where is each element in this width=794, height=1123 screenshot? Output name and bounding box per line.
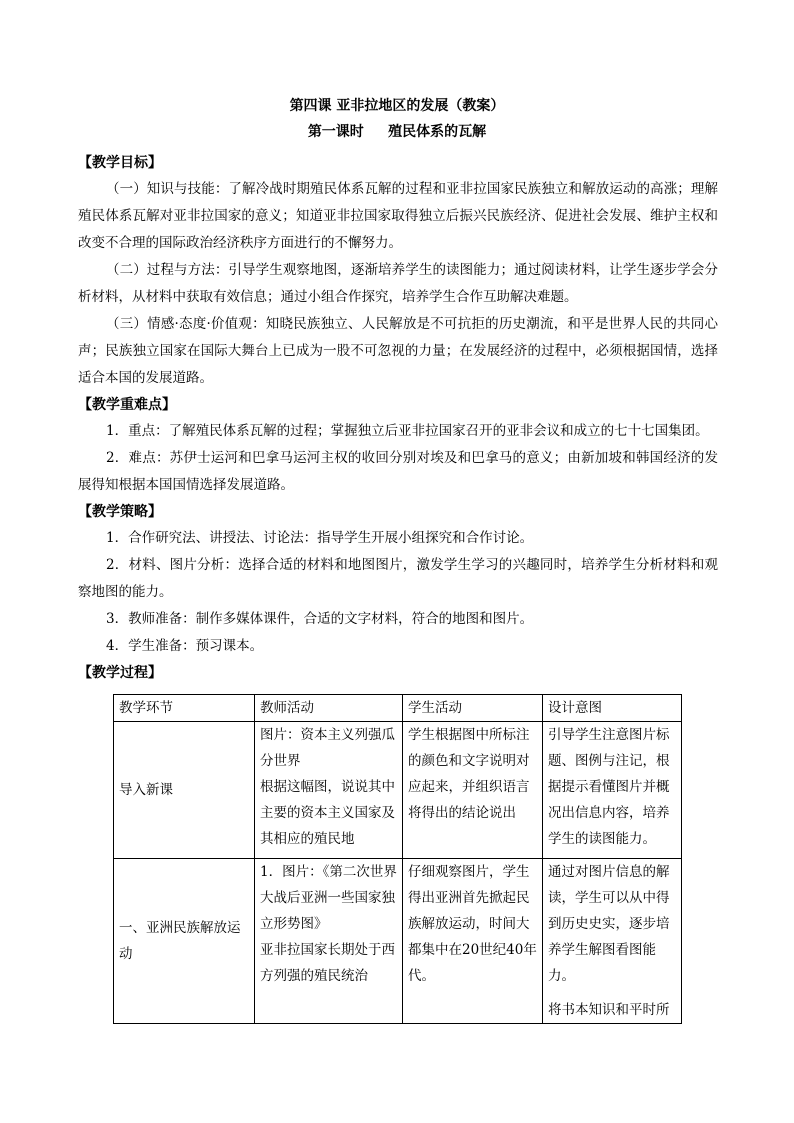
cell-text: 仔细观察图片，学生得出亚洲首先掀起民族解放运动，时间大都集中在20世纪40年代。: [408, 864, 537, 984]
goal-paragraph-3: （三）情感·态度·价值观：知晓民族独立、人民解放是不可抗拒的历史潮流，和平是世界人民的共同心声；民族独立国家在国际大舞台上已成为一股不可忽视的力量；在发展经济的过程中，必须根据国情，选择适合本国的发展道路。: [78, 316, 718, 386]
student-activity-cell: [403, 859, 543, 1024]
cell-text: 学生根据图中所标注的颜色和文字说明对应起来，并组织语言将得出的结论说出: [408, 727, 530, 821]
strategy-paragraph-4: 4．学生准备：预习课本。: [106, 638, 264, 654]
section-heading-goals: 【教学目标】: [78, 155, 162, 171]
section-heading-strategy: 【教学策略】: [78, 504, 162, 520]
key-point-paragraph-1: 1．重点：了解殖民体系瓦解的过程；掌握独立后亚非拉国家召开的亚非会议和成立的七十七国集团。: [106, 423, 709, 439]
strategy-paragraph-2: 2．材料、图片分析：选择合适的材料和地图图片，激发学生学习的兴趣同时，培养学生分析材料和观察地图的能力。: [78, 557, 718, 600]
page-title: 第四课 亚非拉地区的发展（教案）: [289, 98, 505, 114]
cell-text: 亚非拉国家长期处于西方列强的殖民统治: [260, 942, 395, 984]
goal-paragraph-1: （一）知识与技能：了解冷战时期殖民体系瓦解的过程和亚非拉国家民族独立和解放运动的高涨；理解殖民体系瓦解对亚非拉国家的意义；知道亚非拉国家取得独立后振兴民族经济、促进社会发展、维护主权和改变不合理的国际政治经济秩序方面进行的不懈努力。: [78, 181, 718, 251]
cell-text: 图片：资本主义列强瓜分世界: [260, 727, 395, 769]
table-header-cell: 学生活动: [403, 695, 543, 722]
teacher-activity-cell: [255, 722, 403, 859]
cell-text: 引导学生注意图片标题、图例与注记，根据提示看懂图片并概况出信息内容，培养学生的读图能力。: [548, 727, 670, 847]
table-row: [114, 722, 682, 859]
table-header-row: [114, 695, 682, 722]
lesson-process-table: [113, 694, 682, 1024]
design-intent-cell: [543, 859, 682, 1024]
cell-text: 将书本知识和平时所: [548, 1002, 670, 1018]
cell-text: 根据这幅图，说说其中主要的资本主义国家及其相应的殖民地: [260, 779, 395, 847]
cell-text: 1．图片：《第二次世界大战后亚洲一些国家独立形势图》: [260, 864, 397, 932]
key-point-paragraph-2: 2．难点：苏伊士运河和巴拿马运河主权的收回分别对埃及和巴拿马的意义；由新加坡和韩国经济的发展得知根据本国国情选择发展道路。: [78, 450, 718, 493]
table-row: [114, 859, 682, 1024]
cell-text: 通过对图片信息的解读，学生可以从中得到历史史实，逐步培养学生解图看图能力。: [548, 864, 670, 984]
strategy-paragraph-3: 3．教师准备：制作多媒体课件，合适的文字材料，符合的地图和图片。: [106, 611, 534, 627]
section-heading-process: 【教学过程】: [78, 665, 162, 681]
student-activity-cell: [403, 722, 543, 859]
goal-paragraph-2: （二）过程与方法：引导学生观察地图，逐渐培养学生的读图能力；通过阅读材料，让学生逐步学会分析材料，从材料中获取有效信息；通过小组合作探究，培养学生合作互助解决难题。: [78, 262, 718, 305]
page-subtitle: 第一课时 殖民体系的瓦解: [307, 124, 487, 140]
teacher-activity-cell: [255, 859, 403, 1024]
table-header-cell: 教师活动: [255, 695, 403, 722]
table-header-cell: 教学环节: [114, 695, 255, 722]
strategy-paragraph-1: 1．合作研究法、讲授法、讨论法：指导学生开展小组探究和合作讨论。: [106, 530, 534, 546]
section-heading-key-points: 【教学重难点】: [78, 397, 176, 413]
stage-cell: 导入新课: [114, 722, 255, 859]
design-intent-cell: [543, 722, 682, 859]
stage-cell: 一、亚洲民族解放运动: [114, 859, 255, 1024]
table-header-cell: 设计意图: [543, 695, 682, 722]
document-body: [78, 150, 718, 686]
